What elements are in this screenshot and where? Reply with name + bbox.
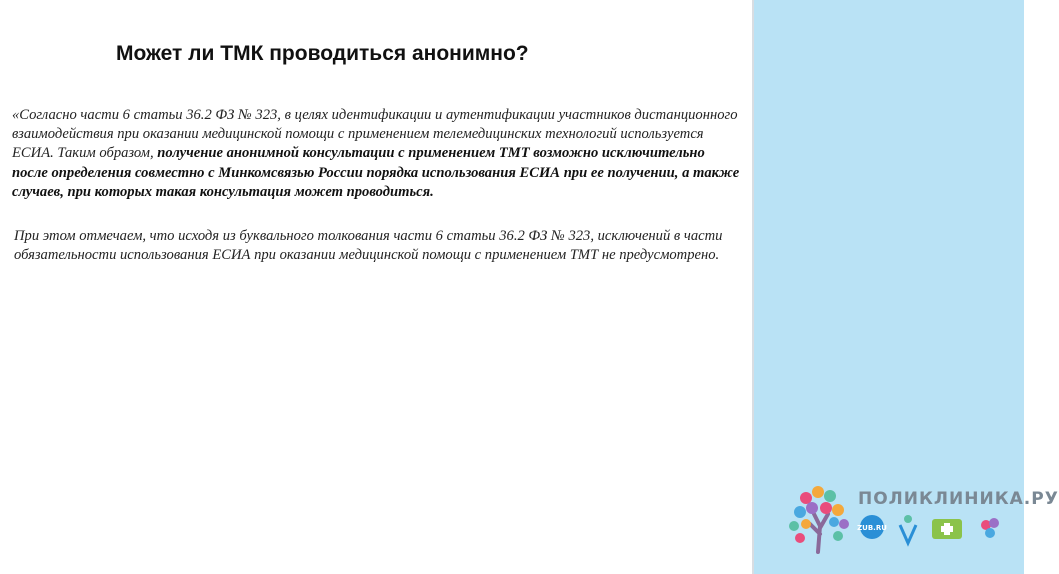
slide-title: Может ли ТМК проводиться анонимно? (116, 42, 529, 65)
heart-tree-icon (789, 486, 849, 552)
note-paragraph: При этом отмечаем, что исходя из буквального толкования части 6 статьи 36.2 ФЗ № 323, исключений в части обязательности использования ЕСИА при оказании медицинской помощи с применением ТМТ не предусмотрено. (14, 228, 723, 264)
quote-text: «Согласно части 6 статьи 36.2 ФЗ № 323, в целях идентификации и аутентификации участников дистанционного взаимодействия при оказании медицинской помощи с применением телемедицинских технологий используется ЕСИА. Таким образом, (12, 107, 738, 162)
quote-bold-text: получение анонимной консультации с применением ТМТ возможно исключительно после определения совместно с Минкомсвязью России порядка использования ЕСИА при ее получении, а также случаев, при которых такая консультация может проводиться. (12, 145, 740, 200)
zub-label: ZUB.RU (857, 524, 887, 532)
zub-logo (858, 513, 886, 549)
child-figure-icon (896, 513, 920, 549)
medkit-icon (930, 513, 964, 549)
brand-name: ПОЛИКЛИНИКА.РУ (858, 489, 1059, 509)
quote-paragraph (12, 106, 742, 202)
heart-cluster-icon (976, 513, 1004, 549)
